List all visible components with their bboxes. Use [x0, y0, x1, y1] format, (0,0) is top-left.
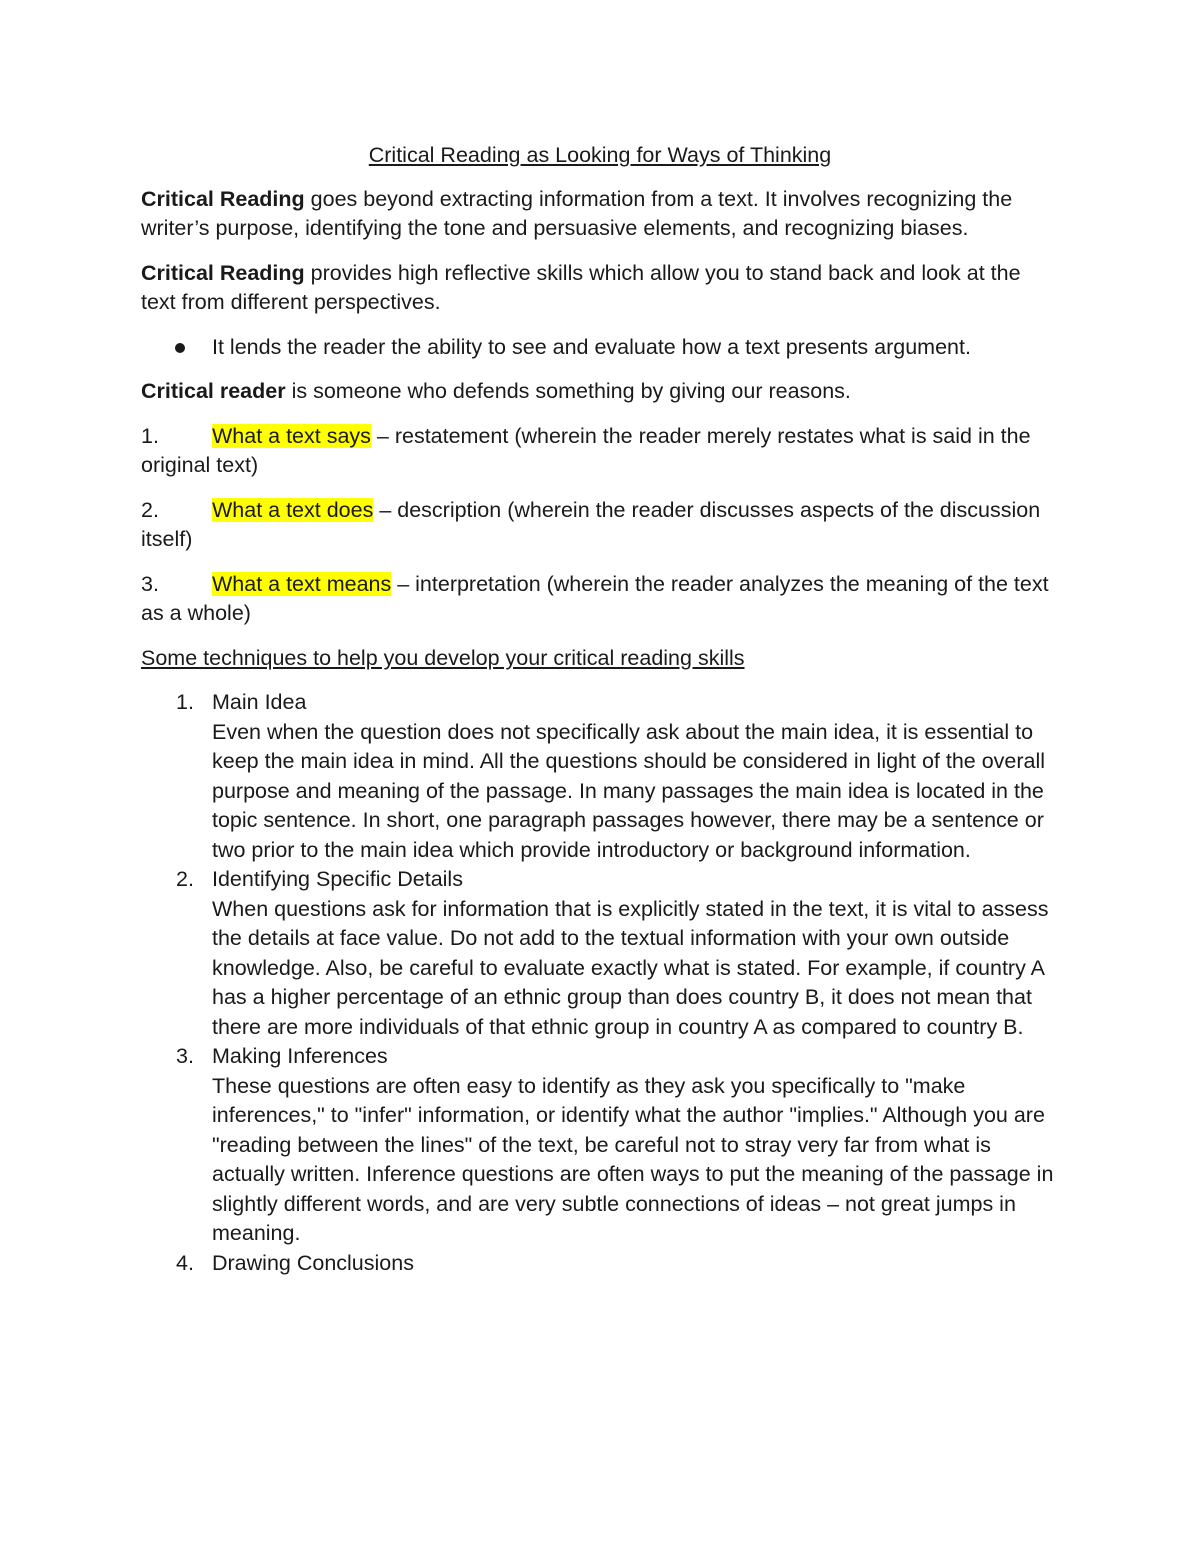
- bullet-text: It lends the reader the ability to see and evaluate how a text presents argument.: [212, 334, 971, 359]
- bold-term: Critical Reading: [141, 260, 305, 285]
- numbered-item-does: [141, 496, 1059, 555]
- item-text: – restatement (wherein the reader merely restates what is said in the original text): [141, 423, 1031, 477]
- technique-item-conclusions: [141, 1249, 1059, 1279]
- item-number: 2.: [141, 497, 159, 522]
- item-text: – interpretation (wherein the reader analyzes the meaning of the text as a whole): [141, 571, 1049, 625]
- techniques-list: [141, 688, 1059, 1278]
- technique-number: 2.: [176, 867, 194, 891]
- paragraph-text: is someone who defends something by giving our reasons.: [285, 379, 851, 403]
- bold-term: Critical reader: [141, 379, 286, 403]
- paragraph-text: provides high reflective skills which allow you to stand back and look at the text from different perspectives.: [141, 260, 1021, 314]
- paragraph-critical-reader: [141, 377, 1059, 407]
- technique-item-specific-details: [141, 865, 1059, 1042]
- technique-description: These questions are often easy to identify as they ask you specifically to "make inferences," to "infer" information, or identify what the author "implies." Although you are "reading between the lines" of the text, be careful not to stray very far from what is actually written. Inference questions are often ways to put the meaning of the passage in slightly different words, and are very subtle connections of ideas – not great jumps in meaning.: [212, 1073, 1054, 1245]
- numbered-item-says: [141, 422, 1059, 481]
- item-number: 1.: [141, 423, 159, 448]
- highlighted-phrase: What a text does: [212, 497, 374, 522]
- technique-number: 3.: [176, 1044, 194, 1068]
- bullet-list: [141, 333, 1059, 363]
- paragraph-critical-reading-skills: [141, 259, 1059, 318]
- item-number: 3.: [141, 571, 159, 596]
- bullet-dot-icon: [175, 343, 185, 353]
- technique-description: Even when the question does not specifically ask about the main idea, it is essential to keep the main idea in mind. All the questions should be considered in light of the overall purpose and meaning of the passage. In many passages the main idea is located in the topic sentence. In short, one paragraph passages however, there may be a sentence or two prior to the main idea which provide introductory or background information.: [212, 719, 1046, 862]
- technique-item-inferences: [141, 1042, 1059, 1249]
- technique-number: 1.: [176, 690, 194, 714]
- document-page: [141, 141, 1059, 1278]
- technique-description: When questions ask for information that is explicitly stated in the text, it is vital to assess the details at face value. Do not add to the textual information with your own outside knowledge. Also, be careful to evaluate exactly what is stated. For example, if country A has a higher percentage of an ethnic group than does country B, it does not mean that there are more individuals of that ethnic group in country A as compared to country B.: [212, 896, 1049, 1039]
- highlighted-phrase: What a text means: [212, 571, 392, 596]
- highlighted-phrase: What a text says: [212, 423, 371, 448]
- technique-title: Drawing Conclusions: [212, 1250, 414, 1275]
- bold-term: Critical Reading: [141, 186, 305, 211]
- document-title: Critical Reading as Looking for Ways of Thinking: [368, 143, 832, 167]
- numbered-item-means: [141, 570, 1059, 629]
- item-text: – description (wherein the reader discusses aspects of the discussion itself): [141, 497, 1041, 551]
- technique-title: Identifying Specific Details: [212, 867, 463, 891]
- techniques-heading: Some techniques to help you develop your critical reading skills: [141, 645, 745, 670]
- bullet-item: [141, 333, 1059, 363]
- technique-title: Making Inferences: [212, 1044, 388, 1068]
- paragraph-text: goes beyond extracting information from a text. It involves recognizing the writer’s purpose, identifying the tone and persuasive elements, and recognizing biases.: [141, 186, 1013, 240]
- technique-number: 4.: [176, 1250, 194, 1275]
- technique-item-main-idea: [141, 688, 1059, 865]
- paragraph-critical-reading-definition: [141, 185, 1059, 244]
- technique-title: Main Idea: [212, 690, 307, 714]
